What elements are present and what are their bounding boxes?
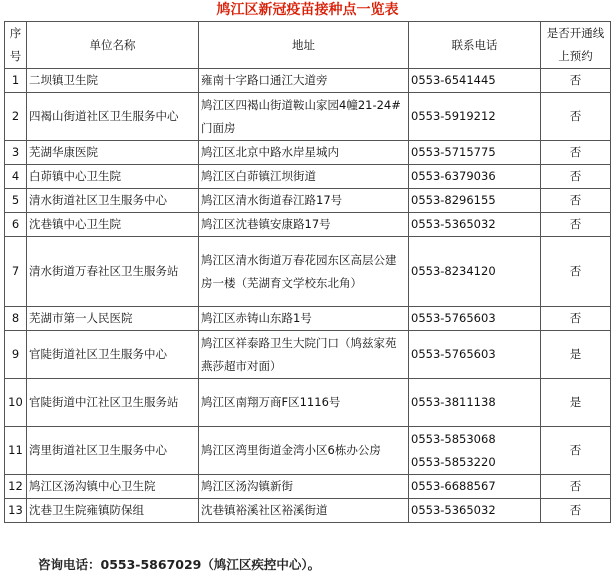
header-num: 序号	[5, 22, 27, 69]
row-address: 雍南十字路口通江大道旁	[199, 69, 409, 93]
row-phone: 0553-5765603	[409, 331, 541, 379]
row-booking: 否	[541, 165, 611, 189]
row-address: 鸠江区清水街道万春花园东区高层公建房一楼（芜湖育文学校东北角）	[199, 237, 409, 307]
table-row	[5, 165, 611, 189]
row-address: 鸠江区湾里街道金湾小区6栋办公房	[199, 427, 409, 475]
row-unit: 湾里街道社区卫生服务中心	[27, 427, 199, 475]
row-phone: 0553-5765603	[409, 307, 541, 331]
row-phone: 0553-8296155	[409, 189, 541, 213]
row-phone: 0553-5365032	[409, 213, 541, 237]
consultation-phone-note: 咨询电话：0553-5867029（鸠江区疾控中心）。	[38, 557, 321, 572]
row-phone: 0553-8234120	[409, 237, 541, 307]
row-address: 鸠江区四褐山街道鞍山家园4幢21-24#门面房	[199, 93, 409, 141]
page-title: 鸠江区新冠疫苗接种点一览表	[216, 2, 399, 18]
row-address: 鸠江区祥泰路卫生大院门口（鸠兹家苑燕莎超市对面）	[199, 331, 409, 379]
row-phone: 0553-3811138	[409, 379, 541, 427]
table-row	[5, 237, 611, 307]
row-booking: 是	[541, 379, 611, 427]
row-phone-secondary: 0553-5853220	[411, 454, 496, 469]
row-num: 1	[5, 69, 27, 93]
row-unit: 官陡街道社区卫生服务中心	[27, 331, 199, 379]
row-unit: 清水街道万春社区卫生服务站	[27, 237, 199, 307]
row-phone: 0553-6541445	[409, 69, 541, 93]
table-row	[5, 69, 611, 93]
table-row	[5, 213, 611, 237]
row-address: 鸠江区沈巷镇安康路17号	[199, 213, 409, 237]
row-booking: 否	[541, 499, 611, 523]
row-unit: 清水街道社区卫生服务中心	[27, 189, 199, 213]
row-address: 沈巷镇裕溪社区裕溪街道	[199, 499, 409, 523]
row-unit: 芜湖华康医院	[27, 141, 199, 165]
row-booking: 否	[541, 475, 611, 499]
table-header-row	[5, 22, 611, 69]
row-phone: 0553-6379036	[409, 165, 541, 189]
row-phone: 0553-5365032	[409, 499, 541, 523]
row-unit: 沈巷镇中心卫生院	[27, 213, 199, 237]
row-num: 3	[5, 141, 27, 165]
table-row	[5, 475, 611, 499]
row-booking: 是	[541, 331, 611, 379]
row-address: 鸠江区赤铸山东路1号	[199, 307, 409, 331]
row-booking: 否	[541, 213, 611, 237]
row-unit: 沈巷卫生院雍镇防保组	[27, 499, 199, 523]
row-address: 鸠江区汤沟镇新街	[199, 475, 409, 499]
table-row	[5, 379, 611, 427]
row-unit: 二坝镇卫生院	[27, 69, 199, 93]
row-booking: 否	[541, 141, 611, 165]
row-num: 9	[5, 331, 27, 379]
row-address: 鸠江区清水街道春江路17号	[199, 189, 409, 213]
row-unit: 芜湖市第一人民医院	[27, 307, 199, 331]
row-num: 11	[5, 427, 27, 475]
header-unit-name: 单位名称	[27, 22, 199, 69]
row-num: 5	[5, 189, 27, 213]
table-row	[5, 307, 611, 331]
row-unit: 白茆镇中心卫生院	[27, 165, 199, 189]
header-phone: 联系电话	[409, 22, 541, 69]
row-num: 4	[5, 165, 27, 189]
row-address: 鸠江区白茆镇江坝街道	[199, 165, 409, 189]
row-phone-primary: 0553-5853068	[411, 431, 496, 446]
row-booking: 否	[541, 307, 611, 331]
table-row	[5, 141, 611, 165]
table-row	[5, 427, 611, 475]
row-address: 鸠江区南翔万商F区1116号	[199, 379, 409, 427]
row-address: 鸠江区北京中路水岸星城内	[199, 141, 409, 165]
row-phone	[409, 427, 541, 475]
table-row	[5, 189, 611, 213]
row-booking: 否	[541, 69, 611, 93]
row-unit: 官陡街道中江社区卫生服务站	[27, 379, 199, 427]
vaccination-sites-table	[4, 21, 611, 523]
row-booking: 否	[541, 237, 611, 307]
header-online-booking: 是否开通线上预约	[541, 22, 611, 69]
row-phone: 0553-5715775	[409, 141, 541, 165]
table-row	[5, 331, 611, 379]
row-booking: 否	[541, 427, 611, 475]
row-phone: 0553-6688567	[409, 475, 541, 499]
row-num: 6	[5, 213, 27, 237]
row-num: 10	[5, 379, 27, 427]
row-booking: 否	[541, 93, 611, 141]
table-row	[5, 499, 611, 523]
row-unit: 四褐山街道社区卫生服务中心	[27, 93, 199, 141]
table-row	[5, 93, 611, 141]
row-num: 7	[5, 237, 27, 307]
row-unit: 鸠江区汤沟镇中心卫生院	[27, 475, 199, 499]
header-address: 地址	[199, 22, 409, 69]
row-num: 13	[5, 499, 27, 523]
row-num: 12	[5, 475, 27, 499]
row-num: 8	[5, 307, 27, 331]
row-num: 2	[5, 93, 27, 141]
row-booking: 否	[541, 189, 611, 213]
row-phone: 0553-5919212	[409, 93, 541, 141]
